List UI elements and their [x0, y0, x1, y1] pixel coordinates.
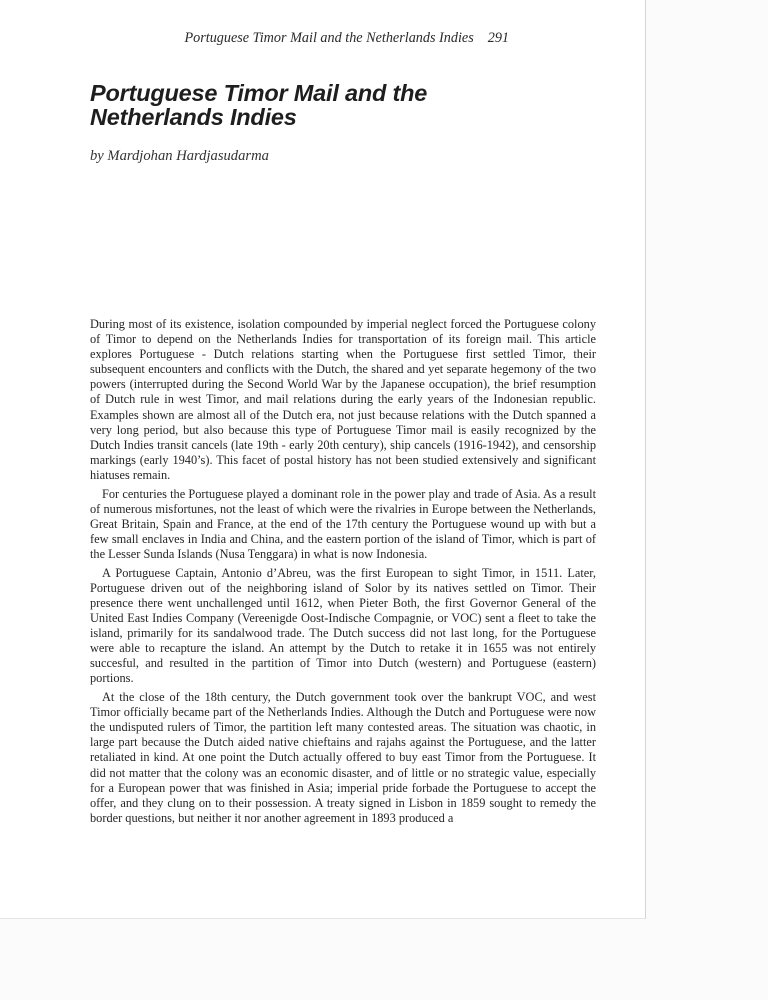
- paragraph: At the close of the 18th century, the Dutch government took over the bankrupt VOC, and west Timor officially became part of the Netherlands Indies. Although the Dutch and Portuguese were now the undisputed rulers of Timor, the partition left many contested areas. The situation was chaotic, in large part because the Dutch aided native chieftains and rajahs against the Portuguese, and the latter retaliated in kind. At one point the Dutch actually offered to buy east Timor from the Portuguese. It did not matter that the colony was an economic disaster, and of little or no strategic value, especially for a European power that was finished in Asia; imperial pride forbade the Portuguese to accept the offer, and they clung on to their possession. A treaty signed in Lisbon in 1859 sought to remedy the border questions, but neither it nor another agreement in 1893 produced a: [90, 690, 596, 825]
- article-title: Portuguese Timor Mail and the Netherlands Indies: [90, 80, 428, 130]
- article-byline: by Mardjohan Hardjasudarma: [90, 148, 269, 164]
- paragraph: A Portuguese Captain, Antonio d’Abreu, was the first European to sight Timor, in 1511. Later, Portuguese driven out of the neighboring island of Solor by its natives settled on Timor. Their presence there went unchallenged until 1612, when Pieter Both, the first Governor General of the United East Indies Company (Vereenigde Oost-Indische Compagnie, or VOC) sent a fleet to take the island, primarily for its sandalwood trade. The Dutch success did not last long, for the Portuguese were able to recapture the island. An attempt by the Dutch to retake it in 1655 was not entirely succesful, and resulted in the partition of Timor into Dutch (western) and Portuguese (eastern) portions.: [90, 565, 596, 686]
- article-body: [90, 317, 596, 829]
- paragraph: For centuries the Portuguese played a dominant role in the power play and trade of Asia. As a result of numerous misfortunes, not the least of which were the rivalries in Europe between the Netherlands, Great Britain, Spain and France, at the end of the 17th century the Portuguese wound up with but a few small enclaves in India and China, and the eastern portion of the island of Timor, which is part of the Lesser Sunda Islands (Nusa Tenggara) in what is now Indonesia.: [90, 486, 596, 561]
- page-number: 291: [487, 30, 509, 46]
- paragraph-intro: During most of its existence, isolation compounded by imperial neglect forced the Portuguese colony of Timor to depend on the Netherlands Indies for transportation of its foreign mail. This article explores Portuguese - Dutch relations starting when the Portuguese first settled Timor, their subsequent encounters and conflicts with the Dutch, the shared and yet separate hegemony of the two powers (interrupted during the Second World War by the Japanese occupation), the brief resumption of Dutch rule in west Timor, and mail relations during the early years of the Indonesian republic. Examples shown are almost all of the Dutch era, not just because relations with the Dutch spanned a very long period, but also because this type of Portuguese Timor mail is easily recognized by the Dutch Indies transit cancels (late 19th - early 20th century), ship cancels (1916-1942), and censorship markings (early 1940’s). This facet of postal history has not been studied extensively and significant hiatuses remain.: [90, 317, 596, 482]
- running-head-title: Portuguese Timor Mail and the Netherlands Indies: [184, 30, 474, 46]
- running-head: [184, 30, 509, 47]
